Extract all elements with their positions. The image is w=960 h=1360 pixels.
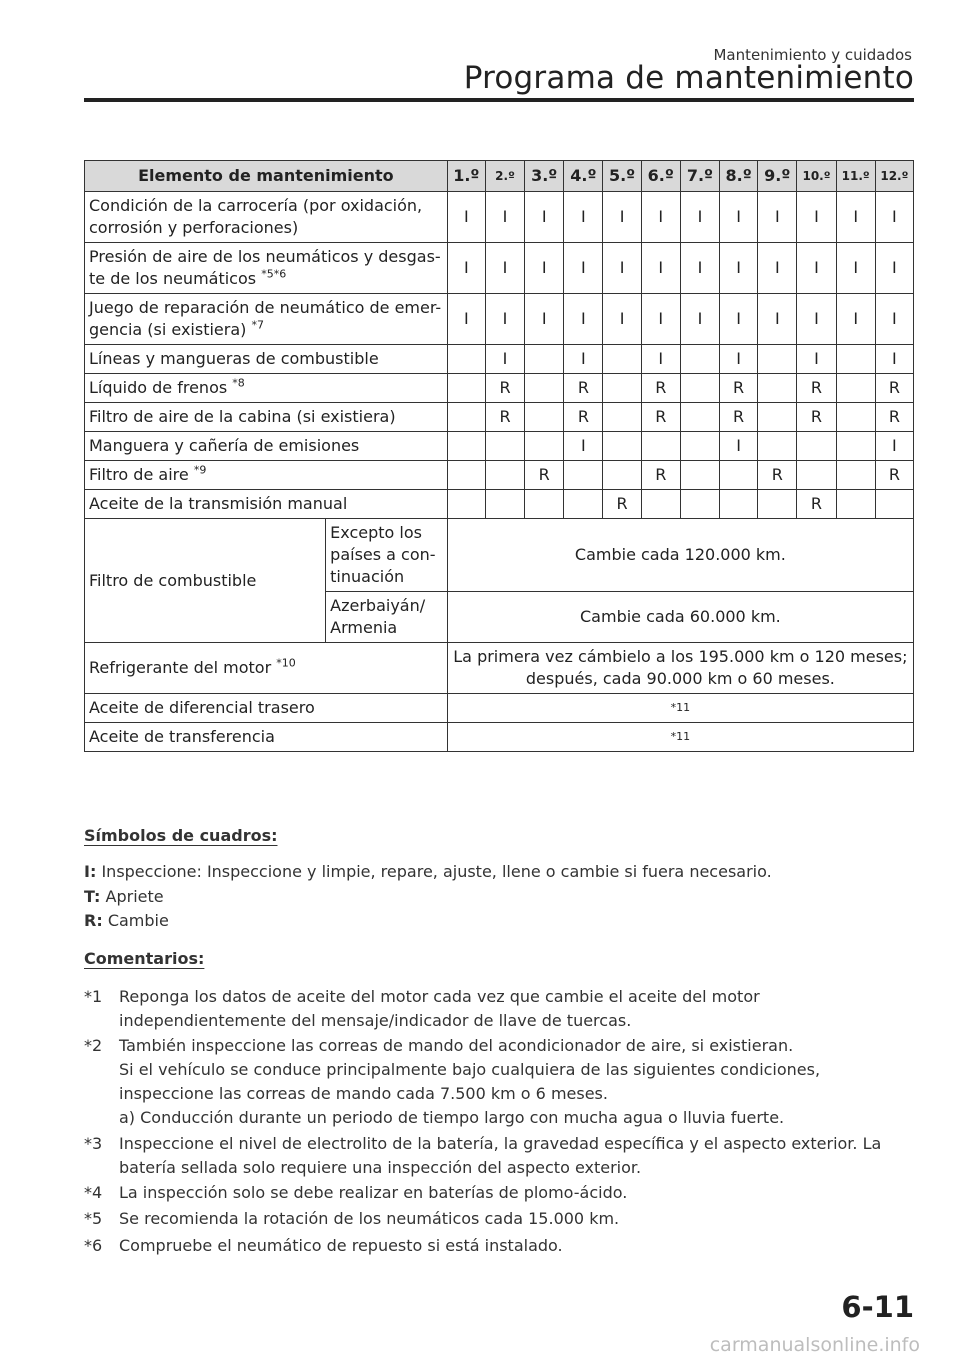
- schedule-cell: R: [797, 374, 836, 403]
- schedule-cell: I: [875, 294, 913, 345]
- table-row: [85, 294, 914, 345]
- schedule-cell: R: [641, 374, 680, 403]
- schedule-cell: I: [641, 192, 680, 243]
- watermark: carmanualsonline.info: [709, 1334, 920, 1356]
- schedule-cell: R: [875, 461, 913, 490]
- schedule-cell: I: [564, 345, 603, 374]
- schedule-cell: I: [447, 243, 485, 294]
- schedule-cell: I: [680, 192, 719, 243]
- schedule-cell: [680, 490, 719, 519]
- table-header-row: [85, 161, 914, 192]
- schedule-cell: R: [797, 490, 836, 519]
- symbol-line: I: Inspeccione: Inspeccione y limpie, repare, ajuste, llene o cambie si fuera necesario.: [84, 862, 772, 881]
- ref-value: *11: [447, 723, 913, 752]
- schedule-cell: R: [641, 461, 680, 490]
- schedule-cell: I: [758, 192, 797, 243]
- schedule-cell: [680, 345, 719, 374]
- span-value: Cambie cada 60.000 km.: [447, 592, 913, 643]
- schedule-cell: [603, 432, 641, 461]
- schedule-cell: R: [875, 374, 913, 403]
- schedule-cell: [447, 403, 485, 432]
- schedule-cell: I: [641, 294, 680, 345]
- schedule-cell: [720, 461, 758, 490]
- header-rule: [84, 98, 914, 102]
- item-label: Líquido de frenos $^{*8}$: [85, 374, 448, 403]
- schedule-cell: [603, 374, 641, 403]
- schedule-cell: [564, 490, 603, 519]
- schedule-cell: I: [564, 294, 603, 345]
- item-label: Aceite de la transmisión manual: [85, 490, 448, 519]
- schedule-cell: I: [720, 192, 758, 243]
- schedule-cell: R: [564, 403, 603, 432]
- schedule-cell: I: [641, 345, 680, 374]
- schedule-cell: I: [485, 192, 524, 243]
- schedule-cell: I: [485, 345, 524, 374]
- schedule-cell: [525, 374, 564, 403]
- note-1: *1 Reponga los datos de aceite del motor cada vez que cambie el aceite del motor independientemente del mensaje/indicador de llave de tuercas.: [84, 987, 760, 1030]
- note-3: *3 Inspeccione el nivel de electrolito de la batería, la gravedad específica y el aspecto exterior. La batería sellada solo requiere una inspección del aspecto exterior.: [84, 1134, 882, 1177]
- schedule-cell: I: [758, 294, 797, 345]
- table-row: [85, 694, 914, 723]
- header-cell: 10.º: [797, 161, 836, 192]
- header-cell: 4.º: [564, 161, 603, 192]
- schedule-cell: I: [875, 345, 913, 374]
- header-cell: 3.º: [525, 161, 564, 192]
- schedule-cell: I: [641, 243, 680, 294]
- schedule-cell: [680, 461, 719, 490]
- schedule-cell: I: [680, 243, 719, 294]
- schedule-cell: [564, 461, 603, 490]
- schedule-cell: R: [720, 374, 758, 403]
- table-row: [85, 461, 914, 490]
- header-cell: 8.º: [720, 161, 758, 192]
- maintenance-table: [84, 160, 914, 752]
- symbols-heading: Símbolos de cuadros:: [84, 826, 278, 845]
- item-label: Condición de la carrocería (por oxidación, corrosión y perforaciones): [85, 192, 448, 243]
- schedule-cell: [758, 432, 797, 461]
- page-title: Programa de mantenimiento: [463, 60, 914, 96]
- schedule-cell: [603, 461, 641, 490]
- header-cell: 1.º: [447, 161, 485, 192]
- schedule-cell: [485, 461, 524, 490]
- schedule-cell: [525, 345, 564, 374]
- schedule-cell: [797, 461, 836, 490]
- item-label: Presión de aire de los neumáticos y desgas- te de los neumáticos $^{*5*6}$: [85, 243, 448, 294]
- schedule-cell: [758, 345, 797, 374]
- ref-value: *11: [447, 694, 913, 723]
- schedule-cell: I: [720, 243, 758, 294]
- schedule-cell: [485, 432, 524, 461]
- schedule-cell: I: [875, 432, 913, 461]
- item-label: Filtro de combustible: [85, 519, 326, 643]
- schedule-cell: I: [485, 294, 524, 345]
- item-label: Filtro de aire $^{*9}$: [85, 461, 448, 490]
- schedule-cell: [641, 490, 680, 519]
- note-2: *2 También inspeccione las correas de mando del acondicionador de aire, si existieran. Si el vehículo se conduce principalmente bajo cualquiera de las siguientes condiciones, inspeccione las correas de mando cada 7.500 km o 6 meses. a) Conducción durante un periodo de tiempo largo con mucha agua o lluvia fuerte.: [84, 1036, 821, 1127]
- item-label: Líneas y mangueras de combustible: [85, 345, 448, 374]
- schedule-cell: I: [525, 243, 564, 294]
- schedule-cell: [447, 432, 485, 461]
- item-label: Filtro de aire de la cabina (si existiera): [85, 403, 448, 432]
- section-label: Mantenimiento y cuidados: [713, 46, 912, 64]
- schedule-cell: I: [836, 192, 875, 243]
- schedule-cell: [525, 490, 564, 519]
- schedule-cell: [447, 345, 485, 374]
- schedule-cell: [680, 432, 719, 461]
- header-cell: 2.º: [485, 161, 524, 192]
- schedule-cell: R: [564, 374, 603, 403]
- table-row: [85, 643, 914, 694]
- schedule-cell: [720, 490, 758, 519]
- schedule-cell: [525, 432, 564, 461]
- schedule-cell: R: [797, 403, 836, 432]
- schedule-cell: R: [720, 403, 758, 432]
- table-row: [85, 723, 914, 752]
- schedule-cell: [485, 490, 524, 519]
- note-4: *4 La inspección solo se debe realizar en baterías de plomo-ácido.: [84, 1183, 628, 1202]
- note-5: *5 Se recomienda la rotación de los neumáticos cada 15.000 km.: [84, 1209, 620, 1228]
- schedule-cell: [758, 403, 797, 432]
- table-row: [85, 374, 914, 403]
- schedule-cell: [525, 403, 564, 432]
- sub-label: Excepto los países a con- tinuación: [326, 519, 448, 592]
- schedule-cell: I: [875, 192, 913, 243]
- schedule-cell: I: [797, 294, 836, 345]
- schedule-cell: I: [758, 243, 797, 294]
- schedule-cell: I: [564, 192, 603, 243]
- item-label: Juego de reparación de neumático de emer- gencia (si existiera) $^{*7}$: [85, 294, 448, 345]
- schedule-cell: [836, 403, 875, 432]
- schedule-cell: I: [485, 243, 524, 294]
- schedule-cell: R: [758, 461, 797, 490]
- sub-label: Azerbaiyán/ Armenia: [326, 592, 448, 643]
- header-cell: 11.º: [836, 161, 875, 192]
- schedule-cell: [758, 374, 797, 403]
- schedule-cell: I: [525, 192, 564, 243]
- page-number: 6-11: [841, 1290, 914, 1324]
- comments-heading: Comentarios:: [84, 949, 205, 968]
- schedule-cell: [447, 374, 485, 403]
- schedule-cell: I: [720, 294, 758, 345]
- schedule-cell: [758, 490, 797, 519]
- header-cell: Elemento de mantenimiento: [85, 161, 448, 192]
- schedule-cell: [447, 490, 485, 519]
- schedule-cell: I: [836, 243, 875, 294]
- item-label: Aceite de transferencia: [85, 723, 448, 752]
- schedule-cell: [641, 432, 680, 461]
- schedule-cell: I: [447, 294, 485, 345]
- schedule-cell: I: [836, 294, 875, 345]
- schedule-cell: I: [603, 294, 641, 345]
- schedule-cell: [603, 345, 641, 374]
- table-row: [85, 519, 914, 592]
- schedule-cell: I: [797, 345, 836, 374]
- item-label: Refrigerante del motor $^{*10}$: [85, 643, 448, 694]
- schedule-cell: [836, 490, 875, 519]
- table-row: [85, 490, 914, 519]
- schedule-cell: I: [447, 192, 485, 243]
- schedule-cell: [680, 403, 719, 432]
- schedule-cell: [603, 403, 641, 432]
- schedule-cell: I: [720, 432, 758, 461]
- schedule-cell: R: [485, 374, 524, 403]
- header-cell: 5.º: [603, 161, 641, 192]
- schedule-cell: I: [797, 243, 836, 294]
- schedule-cell: I: [564, 243, 603, 294]
- symbol-line: T: Apriete: [84, 887, 164, 906]
- item-label: Aceite de diferencial trasero: [85, 694, 448, 723]
- note-6: *6 Compruebe el neumático de repuesto si está instalado.: [84, 1236, 563, 1255]
- schedule-cell: I: [680, 294, 719, 345]
- schedule-cell: [797, 432, 836, 461]
- schedule-cell: R: [485, 403, 524, 432]
- table-row: [85, 403, 914, 432]
- schedule-cell: I: [875, 243, 913, 294]
- schedule-cell: I: [564, 432, 603, 461]
- schedule-cell: [836, 345, 875, 374]
- header-cell: 7.º: [680, 161, 719, 192]
- item-label: Manguera y cañería de emisiones: [85, 432, 448, 461]
- header-cell: 9.º: [758, 161, 797, 192]
- schedule-cell: [836, 461, 875, 490]
- table-row: [85, 243, 914, 294]
- table-row: [85, 345, 914, 374]
- schedule-cell: [680, 374, 719, 403]
- schedule-cell: [836, 374, 875, 403]
- header-cell: 6.º: [641, 161, 680, 192]
- schedule-cell: [836, 432, 875, 461]
- schedule-cell: R: [641, 403, 680, 432]
- schedule-cell: I: [525, 294, 564, 345]
- schedule-cell: R: [525, 461, 564, 490]
- schedule-cell: [447, 461, 485, 490]
- schedule-cell: I: [603, 192, 641, 243]
- header-cell: 12.º: [875, 161, 913, 192]
- schedule-cell: [875, 490, 913, 519]
- schedule-cell: I: [720, 345, 758, 374]
- schedule-cell: R: [875, 403, 913, 432]
- schedule-cell: R: [603, 490, 641, 519]
- schedule-cell: I: [797, 192, 836, 243]
- table-row: [85, 192, 914, 243]
- symbol-line: R: Cambie: [84, 911, 169, 930]
- span-value: Cambie cada 120.000 km.: [447, 519, 913, 592]
- schedule-cell: I: [603, 243, 641, 294]
- table-row: [85, 432, 914, 461]
- span-value: La primera vez cámbielo a los 195.000 km o 120 meses; después, cada 90.000 km o 60 meses.: [447, 643, 913, 694]
